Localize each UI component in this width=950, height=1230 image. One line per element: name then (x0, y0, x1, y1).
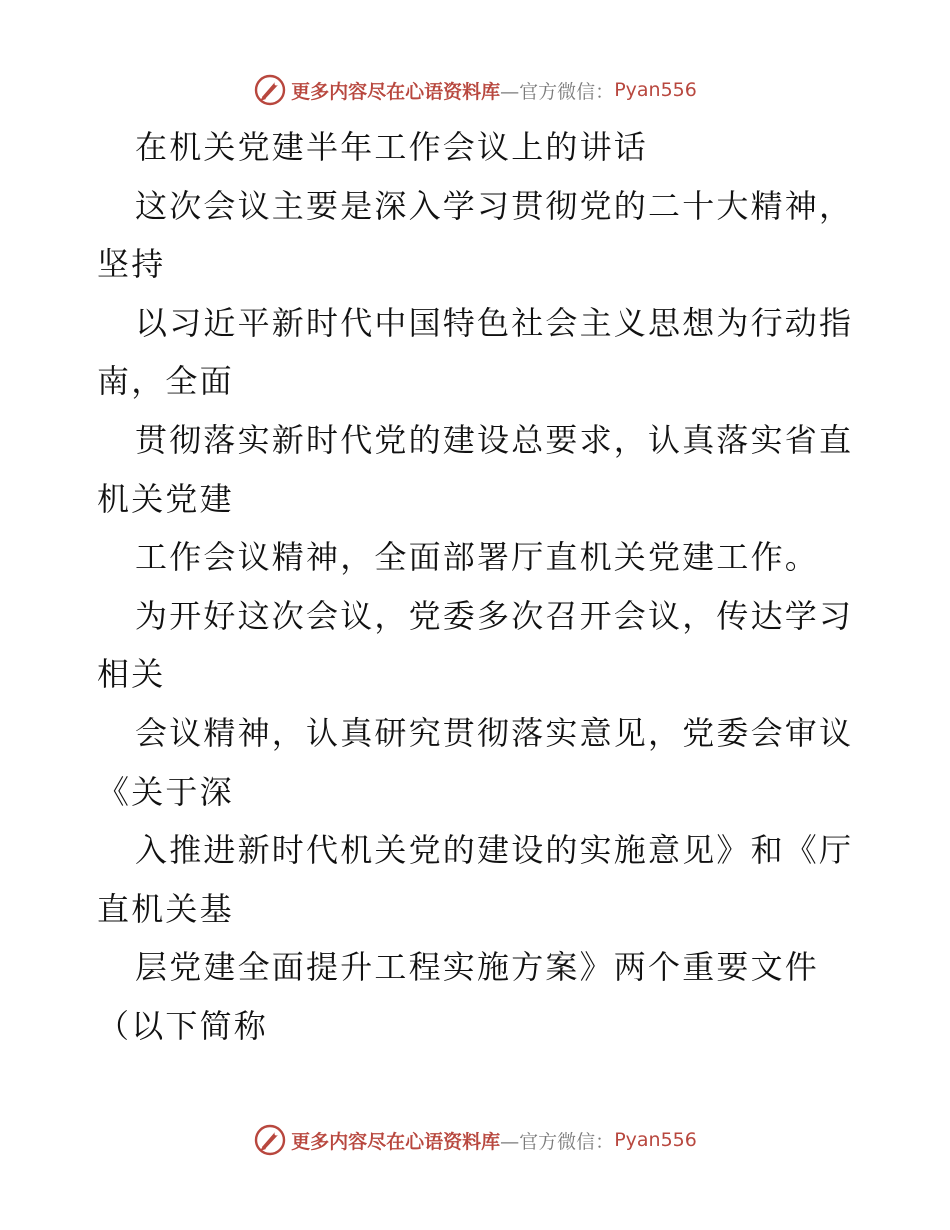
text-line: 工作会议精神，全面部署厅直机关党建工作。 (135, 538, 820, 577)
text-line: 会议精神，认真研究贯彻落实意见，党委会审议 (135, 713, 854, 752)
text-line: 相关 (97, 655, 166, 694)
document-title: 在机关党建半年工作会议上的讲话 (135, 128, 649, 166)
header-watermark-banner (0, 70, 950, 110)
banner-wechat-id: Pyan556 (614, 1129, 697, 1151)
footer-watermark-banner (0, 1120, 950, 1160)
banner-wechat-id: Pyan556 (614, 79, 697, 101)
text-line: （以下简称 (97, 1006, 269, 1045)
text-line: 《关于深 (97, 772, 234, 811)
banner-site-text: 更多内容尽在心语资料库 (291, 80, 501, 103)
text-line: 层党建全面提升工程实施方案》两个重要文件 (135, 948, 820, 987)
quill-pen-logo-icon (253, 73, 287, 107)
banner-site-text: 更多内容尽在心语资料库 (291, 1130, 501, 1153)
text-line: 入推进新时代机关党的建设的实施意见》和《厅 (135, 831, 854, 870)
text-line: 为开好这次会议，党委多次召开会议，传达学习 (135, 596, 854, 635)
banner-wechat-label: —官方微信： (500, 1130, 615, 1153)
text-line: 南，全面 (97, 362, 234, 401)
text-line: 坚持 (97, 245, 166, 284)
text-line: 直机关基 (97, 889, 234, 928)
text-line: 这次会议主要是深入学习贯彻党的二十大精神， (135, 186, 854, 225)
text-line: 机关党建 (97, 479, 234, 518)
banner-wechat-label: —官方微信： (500, 80, 615, 103)
document-body (97, 118, 857, 1056)
text-line: 贯彻落实新时代党的建设总要求，认真落实省直 (135, 420, 854, 459)
quill-pen-logo-icon (253, 1123, 287, 1157)
text-line: 以习近平新时代中国特色社会主义思想为行动指 (135, 303, 854, 342)
